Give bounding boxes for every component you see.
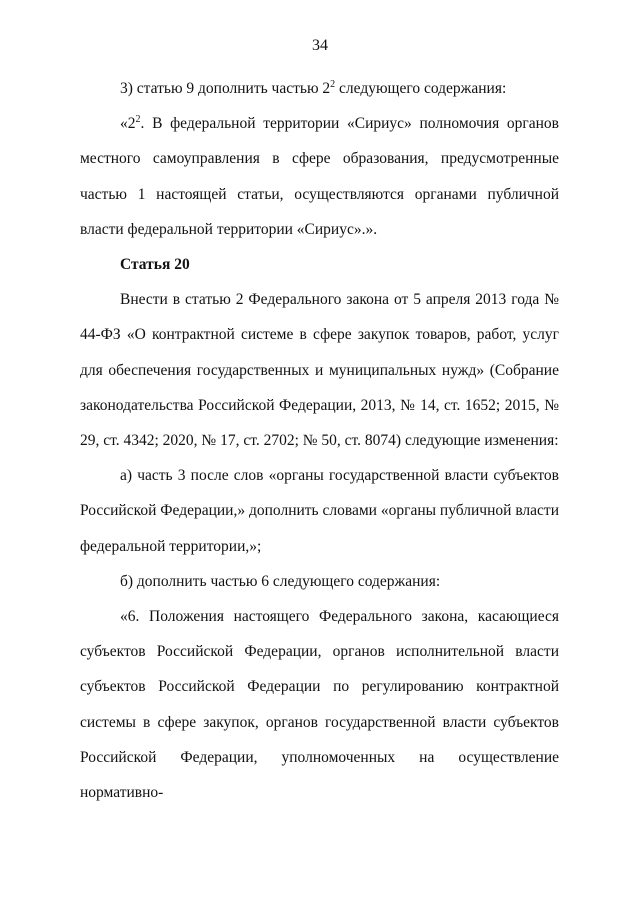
document-body	[80, 71, 559, 810]
item-3-suffix: следующего содержания:	[335, 80, 507, 97]
article-heading: Статья 20	[120, 256, 190, 274]
item-3-superscript: 2	[330, 79, 336, 90]
paragraph-item-b: б) дополнить частью 6 следующего содержания:	[120, 572, 441, 590]
paragraph-item-3	[80, 71, 559, 106]
paragraph-article-intro: Внести в статью 2 Федерального закона от 5 апреля 2013 года № 44-ФЗ «О контрактной системе в сфере закупок товаров, работ, услуг для обеспечения государственных и муниципальных нужд» (Собрание законодательства Российской Федерации, 2013, № 14, ст. 1652; 2015, № 29, ст. 4342; 2020, № 17, ст. 2702; № 50, ст. 8074) следующие изменения:	[80, 291, 559, 450]
item-3-prefix: 3) статью 9 дополнить частью 2	[120, 80, 331, 97]
quote-2-2-open: «2	[120, 115, 136, 133]
paragraph-item-a: а) часть 3 после слов «органы государственной власти субъектов Российской Федерации,» дополнить словами «органы публичной власти федеральной территории,»;	[80, 467, 559, 555]
page-number: 34	[312, 37, 328, 54]
paragraph-quote-6: «6. Положения настоящего Федерального закона, касающиеся субъектов Российской Федерации, органов исполнительной власти субъектов Российской Федерации по регулированию контрактной системы в сфере закупок, органов государственной власти субъектов Российской Федерации, уполномоченных на осуществление нормативно-	[80, 608, 559, 802]
quote-2-2-superscript: 2	[135, 114, 141, 126]
quote-2-2-text: . В федеральной территории «Сириус» полномочия органов местного самоуправления в сфере образования, предусмотренные частью 1 настоящей статьи, осуществляются органами публичной власти федеральной территории «Сириус».».	[80, 115, 559, 238]
paragraph-quote-2-2	[80, 106, 559, 247]
